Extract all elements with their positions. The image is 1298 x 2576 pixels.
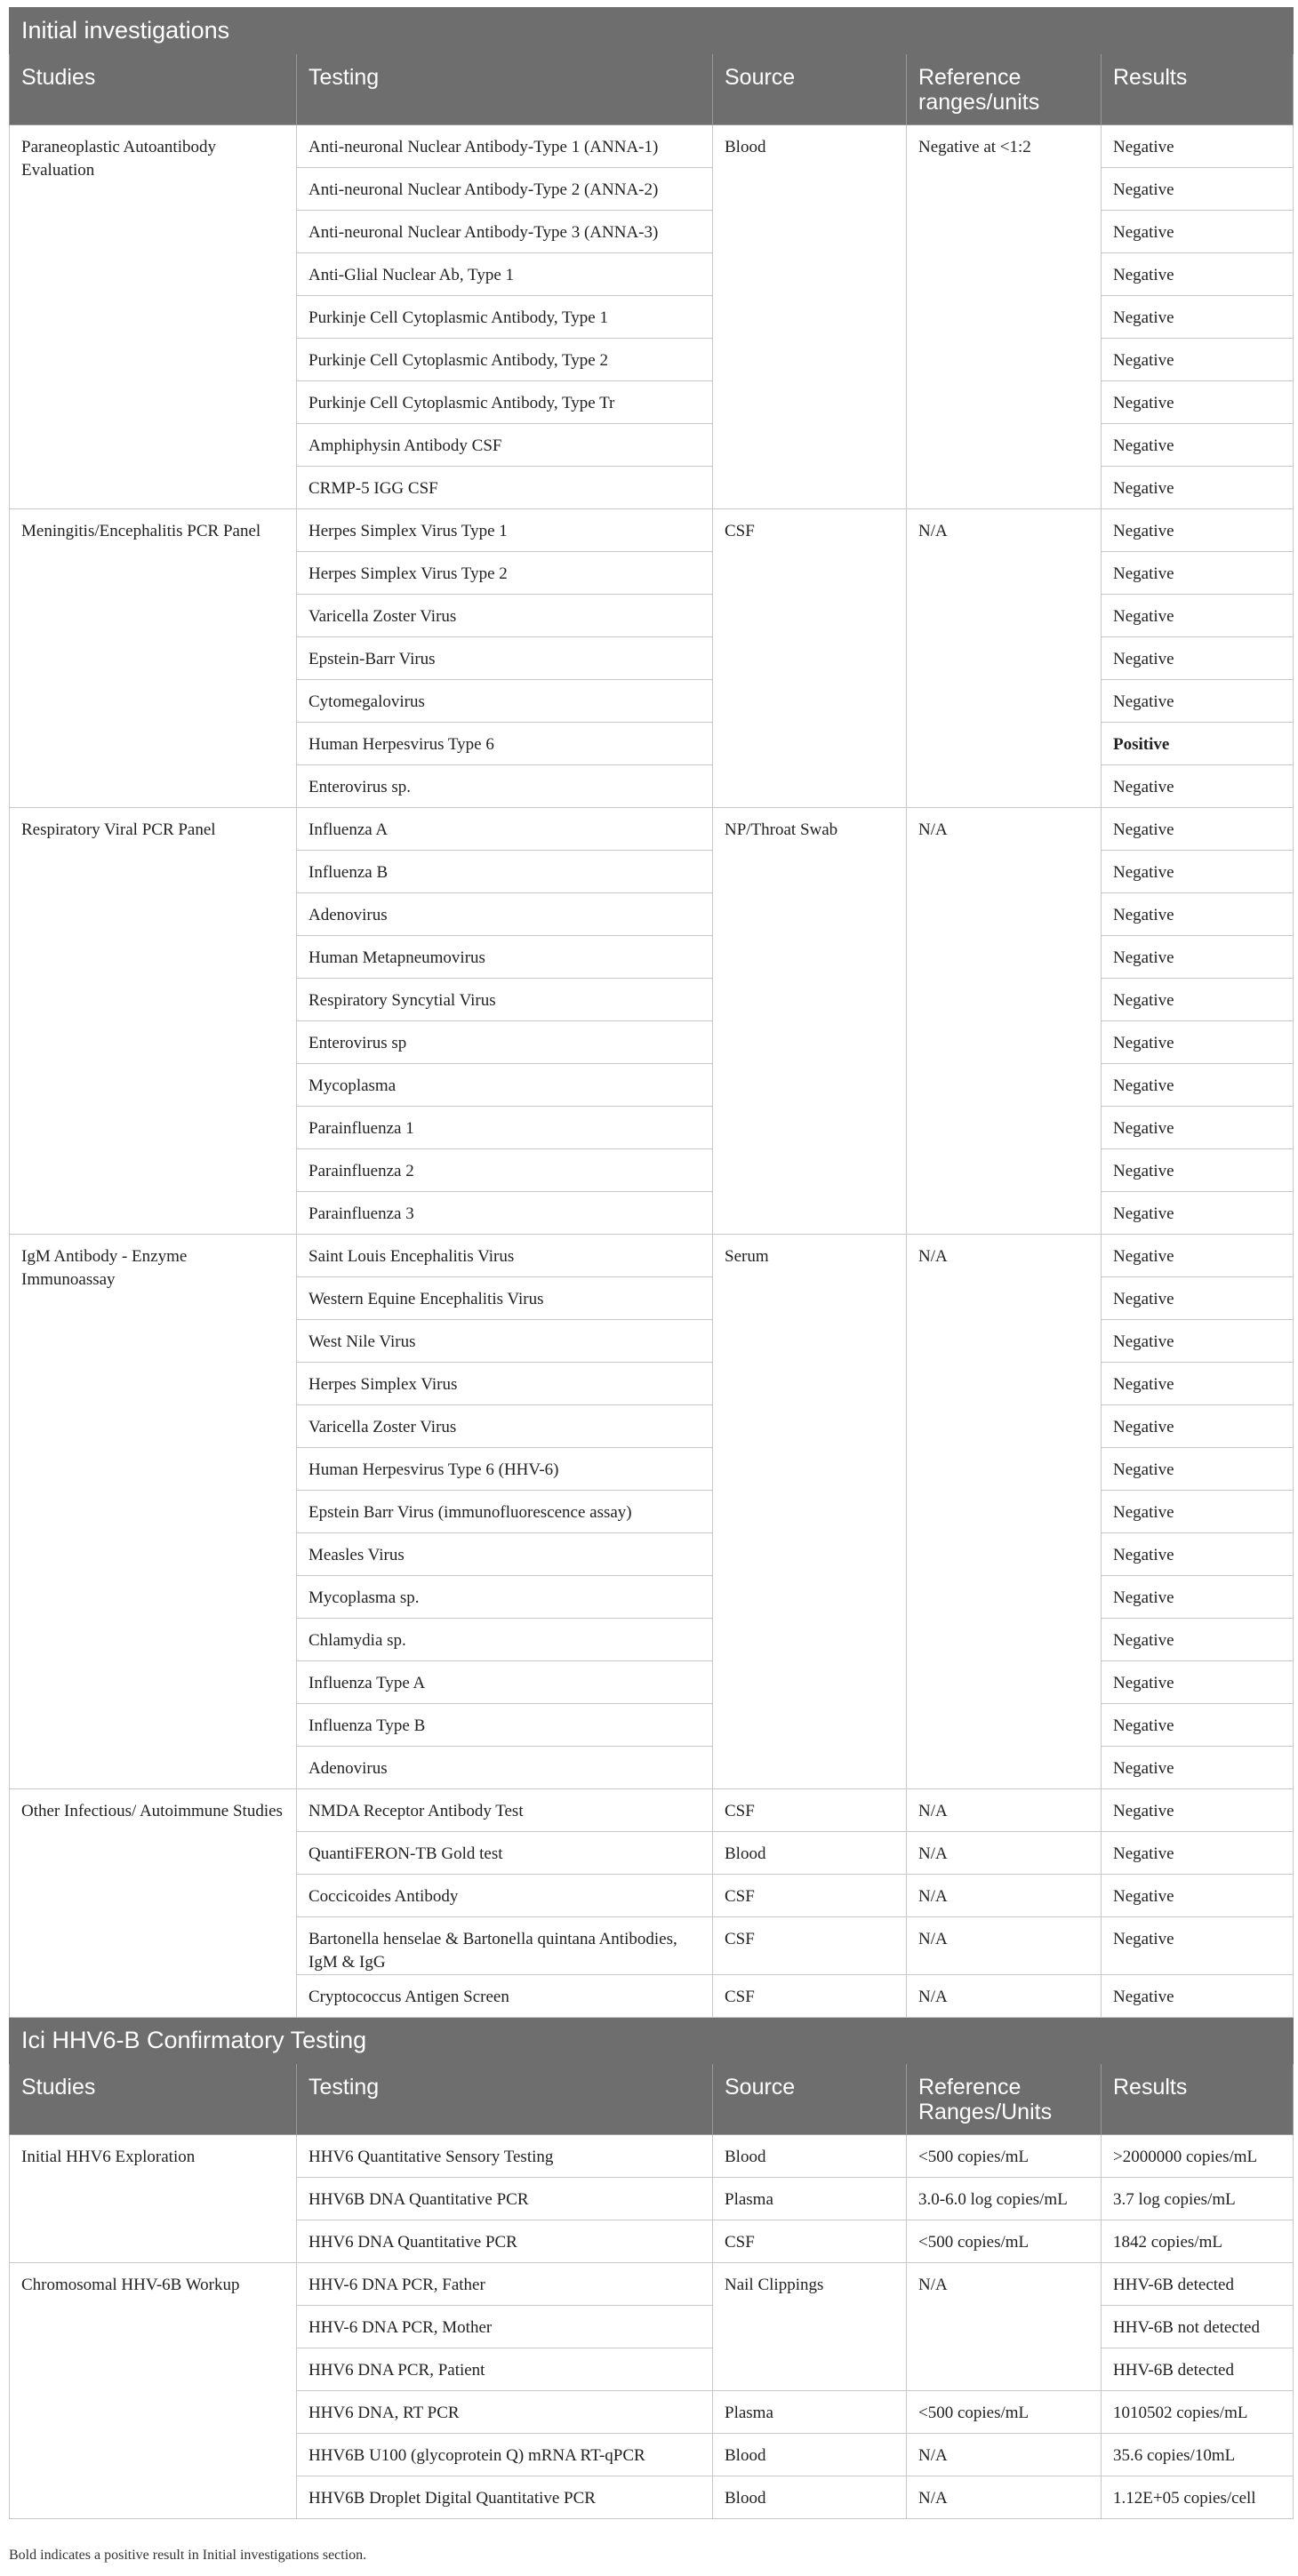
testing-cell: Coccicoides Antibody [297,1875,713,1917]
reference-cell: N/A [907,1917,1102,1975]
study-name: Chromosomal HHV-6B Workup [10,2263,297,2519]
source-cell: Plasma [713,2391,907,2434]
testing-cell: HHV6 Quantitative Sensory Testing [297,2135,713,2178]
lab-results-table-container [9,7,1293,2519]
testing-cell: Epstein Barr Virus (immunofluorescence assay) [297,1491,713,1533]
column-header-reference: Reference Ranges/Units [907,2064,1102,2135]
table-row [10,2135,1294,2178]
result-cell: Negative [1102,680,1294,723]
result-cell: Negative [1102,936,1294,979]
result-cell: Negative [1102,1021,1294,1064]
table-row [10,509,1294,552]
result-cell: 1.12E+05 copies/cell [1102,2476,1294,2519]
source-cell: CSF [713,1917,907,1975]
testing-cell: HHV-6 DNA PCR, Father [297,2263,713,2306]
result-cell: Negative [1102,765,1294,808]
header-row [10,54,1294,125]
source-cell: CSF [713,1975,907,2018]
testing-cell: Cryptococcus Antigen Screen [297,1975,713,2018]
column-header-source: Source [713,54,907,125]
result-cell: Negative [1102,1149,1294,1192]
testing-cell: Enterovirus sp. [297,765,713,808]
source-cell: Nail Clippings [713,2263,907,2391]
testing-cell: Western Equine Encephalitis Virus [297,1277,713,1320]
result-cell: HHV-6B detected [1102,2348,1294,2391]
result-cell: Negative [1102,1661,1294,1704]
section-title: Ici HHV6-B Confirmatory Testing [10,2018,1294,2064]
section-title-row [10,2018,1294,2064]
result-cell: Negative [1102,1363,1294,1405]
testing-cell: Varicella Zoster Virus [297,595,713,637]
testing-cell: Varicella Zoster Virus [297,1405,713,1448]
study-name: Paraneoplastic Autoantibody Evaluation [10,125,297,509]
column-header-studies: Studies [10,2064,297,2135]
testing-cell: HHV6 DNA, RT PCR [297,2391,713,2434]
result-cell: Negative [1102,1832,1294,1875]
result-cell: Negative [1102,1975,1294,2018]
testing-cell: QuantiFERON-TB Gold test [297,1832,713,1875]
source-cell: Blood [713,2476,907,2519]
testing-cell: Human Herpesvirus Type 6 [297,723,713,765]
reference-cell: N/A [907,1875,1102,1917]
testing-cell: HHV6B Droplet Digital Quantitative PCR [297,2476,713,2519]
source-cell: CSF [713,509,907,808]
result-cell: Negative [1102,1448,1294,1491]
result-cell: 35.6 copies/10mL [1102,2434,1294,2476]
reference-cell: N/A [907,1789,1102,1832]
result-cell: Negative [1102,1875,1294,1917]
result-cell: Negative [1102,1192,1294,1235]
result-cell: 3.7 log copies/mL [1102,2178,1294,2220]
testing-cell: HHV6 DNA Quantitative PCR [297,2220,713,2263]
result-cell: HHV-6B detected [1102,2263,1294,2306]
reference-cell: N/A [907,2434,1102,2476]
result-cell: Negative [1102,467,1294,509]
result-cell: >2000000 copies/mL [1102,2135,1294,2178]
result-cell: Negative [1102,1533,1294,1576]
column-header-studies: Studies [10,54,297,125]
result-cell: Negative [1102,1789,1294,1832]
table-row [10,1235,1294,1277]
column-header-testing: Testing [297,54,713,125]
testing-cell: Amphiphysin Antibody CSF [297,424,713,467]
result-cell: Negative [1102,381,1294,424]
column-header-reference: Reference ranges/units [907,54,1102,125]
result-cell: Negative [1102,1747,1294,1789]
result-cell: Negative [1102,1064,1294,1107]
testing-cell: HHV6B U100 (glycoprotein Q) mRNA RT-qPCR [297,2434,713,2476]
study-name: Other Infectious/ Autoimmune Studies [10,1789,297,2018]
section-title-row [10,8,1294,54]
testing-cell: Herpes Simplex Virus Type 1 [297,509,713,552]
testing-cell: Parainfluenza 2 [297,1149,713,1192]
result-cell: Negative [1102,339,1294,381]
result-cell: Negative [1102,637,1294,680]
result-cell: Negative [1102,211,1294,253]
result-cell: Negative [1102,1107,1294,1149]
testing-cell: Anti-neuronal Nuclear Antibody-Type 3 (ANNA-3) [297,211,713,253]
result-cell: Negative [1102,1320,1294,1363]
testing-cell: Adenovirus [297,1747,713,1789]
result-cell: Negative [1102,808,1294,851]
result-cell: Negative [1102,509,1294,552]
study-name: Initial HHV6 Exploration [10,2135,297,2263]
source-cell: CSF [713,2220,907,2263]
testing-cell: HHV6 DNA PCR, Patient [297,2348,713,2391]
column-header-results: Results [1102,54,1294,125]
result-cell: Negative [1102,1704,1294,1747]
reference-cell: <500 copies/mL [907,2135,1102,2178]
source-cell: CSF [713,1789,907,1832]
reference-cell: N/A [907,1832,1102,1875]
testing-cell: Bartonella henselae & Bartonella quintana Antibodies, IgM & IgG [297,1917,713,1975]
result-cell: Negative [1102,125,1294,168]
testing-cell: Influenza Type A [297,1661,713,1704]
reference-cell: Negative at <1:2 [907,125,1102,509]
testing-cell: Influenza A [297,808,713,851]
result-cell: Negative [1102,1491,1294,1533]
result-cell: Negative [1102,296,1294,339]
table-row [10,808,1294,851]
testing-cell: NMDA Receptor Antibody Test [297,1789,713,1832]
table-row [10,1789,1294,1832]
header-row [10,2064,1294,2135]
testing-cell: Measles Virus [297,1533,713,1576]
testing-cell: Human Herpesvirus Type 6 (HHV-6) [297,1448,713,1491]
testing-cell: Chlamydia sp. [297,1619,713,1661]
testing-cell: Respiratory Syncytial Virus [297,979,713,1021]
testing-cell: HHV-6 DNA PCR, Mother [297,2306,713,2348]
table-row [10,125,1294,168]
testing-cell: Anti-neuronal Nuclear Antibody-Type 2 (ANNA-2) [297,168,713,211]
result-cell: Negative [1102,1576,1294,1619]
result-cell: Negative [1102,552,1294,595]
testing-cell: Influenza Type B [297,1704,713,1747]
testing-cell: Parainfluenza 3 [297,1192,713,1235]
source-cell: NP/Throat Swab [713,808,907,1235]
source-cell: Blood [713,2434,907,2476]
testing-cell: Enterovirus sp [297,1021,713,1064]
testing-cell: Adenovirus [297,893,713,936]
testing-cell: West Nile Virus [297,1320,713,1363]
testing-cell: Mycoplasma sp. [297,1576,713,1619]
source-cell: CSF [713,1875,907,1917]
result-cell: Negative [1102,1277,1294,1320]
result-cell: HHV-6B not detected [1102,2306,1294,2348]
study-name: Respiratory Viral PCR Panel [10,808,297,1235]
result-cell: Negative [1102,1405,1294,1448]
testing-cell: HHV6B DNA Quantitative PCR [297,2178,713,2220]
result-cell: Negative [1102,424,1294,467]
testing-cell: Mycoplasma [297,1064,713,1107]
testing-cell: Purkinje Cell Cytoplasmic Antibody, Type 1 [297,296,713,339]
study-name: Meningitis/Encephalitis PCR Panel [10,509,297,808]
result-cell: Positive [1102,723,1294,765]
reference-cell: N/A [907,1235,1102,1789]
footnote: Bold indicates a positive result in Initial investigations section. [9,2548,367,2563]
result-cell: Negative [1102,1619,1294,1661]
result-cell: Negative [1102,595,1294,637]
reference-cell: N/A [907,2263,1102,2391]
testing-cell: Anti-Glial Nuclear Ab, Type 1 [297,253,713,296]
testing-cell: Herpes Simplex Virus [297,1363,713,1405]
reference-cell: N/A [907,808,1102,1235]
source-cell: Serum [713,1235,907,1789]
source-cell: Blood [713,1832,907,1875]
source-cell: Blood [713,125,907,509]
result-cell: 1842 copies/mL [1102,2220,1294,2263]
source-cell: Blood [713,2135,907,2178]
result-cell: Negative [1102,1235,1294,1277]
result-cell: 1010502 copies/mL [1102,2391,1294,2434]
testing-cell: Human Metapneumovirus [297,936,713,979]
result-cell: Negative [1102,893,1294,936]
testing-cell: Influenza B [297,851,713,893]
table-row [10,2263,1294,2306]
testing-cell: Saint Louis Encephalitis Virus [297,1235,713,1277]
testing-cell: CRMP-5 IGG CSF [297,467,713,509]
testing-cell: Cytomegalovirus [297,680,713,723]
testing-cell: Herpes Simplex Virus Type 2 [297,552,713,595]
result-cell: Negative [1102,253,1294,296]
reference-cell: N/A [907,509,1102,808]
reference-cell: <500 copies/mL [907,2391,1102,2434]
testing-cell: Anti-neuronal Nuclear Antibody-Type 1 (ANNA-1) [297,125,713,168]
reference-cell: N/A [907,2476,1102,2519]
testing-cell: Purkinje Cell Cytoplasmic Antibody, Type Tr [297,381,713,424]
result-cell: Negative [1102,1917,1294,1975]
testing-cell: Parainfluenza 1 [297,1107,713,1149]
result-cell: Negative [1102,851,1294,893]
testing-cell: Epstein-Barr Virus [297,637,713,680]
column-header-results: Results [1102,2064,1294,2135]
lab-results-table [9,7,1294,2519]
study-name: IgM Antibody - Enzyme Immunoassay [10,1235,297,1789]
column-header-testing: Testing [297,2064,713,2135]
section-title: Initial investigations [10,8,1294,54]
reference-cell: 3.0-6.0 log copies/mL [907,2178,1102,2220]
testing-cell: Purkinje Cell Cytoplasmic Antibody, Type 2 [297,339,713,381]
table-body [10,8,1294,2519]
column-header-source: Source [713,2064,907,2135]
source-cell: Plasma [713,2178,907,2220]
result-cell: Negative [1102,979,1294,1021]
result-cell: Negative [1102,168,1294,211]
reference-cell: <500 copies/mL [907,2220,1102,2263]
reference-cell: N/A [907,1975,1102,2018]
